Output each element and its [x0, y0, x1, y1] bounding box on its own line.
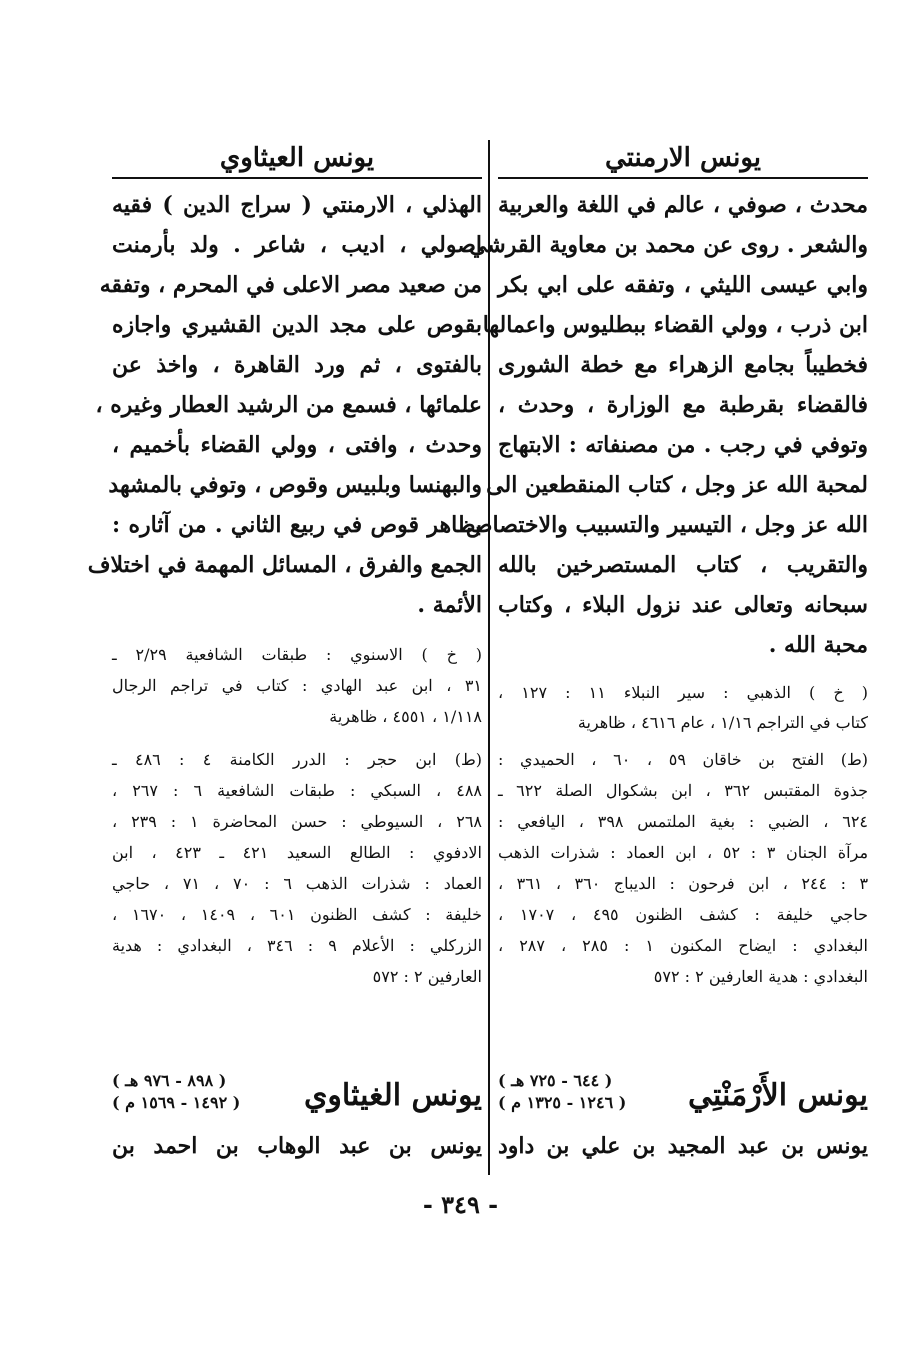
- reference-line: جذوة المقتبس ٣٦٢ ، ابن بشكوال الصلة ٦٢٢ ـ: [498, 781, 868, 800]
- entry-lineage: يونس بن عبد المجيد بن علي بن داود: [498, 1133, 868, 1159]
- entry-dates-hijri: ( ٦٤٤ - ٧٢٥ هـ ): [498, 1071, 613, 1090]
- reference-line: كتاب في التراجم ١/١٦ ، عام ٤٦١٦ ، ظاهرية: [577, 713, 868, 732]
- body-line: علمائها ، فسمع من الرشيد العطار وغيره ،: [95, 392, 482, 418]
- reference-line: البغدادي : ايضاح المكنون ١ : ٢٨٥ ، ٢٨٧ ،: [498, 936, 869, 955]
- reference-line: (ط) الفتح بن خاقان ٥٩ ، ٦٠ ، الحميدي :: [498, 750, 868, 769]
- reference-line: ١/١١٨ ، ٤٥٥١ ، ظاهرية: [329, 707, 482, 726]
- entry-lineage: يونس بن عبد الوهاب بن احمد بن: [112, 1133, 482, 1159]
- next-entry-header: [112, 1070, 482, 1122]
- reference-line: ٣ : ٢٤٤ ، ابن فرحون : الديباج ٣٦٠ ، ٣٦١ ،: [498, 874, 869, 893]
- body-line: بظاهر قوص في ربيع الثاني . من آثاره :: [112, 512, 482, 538]
- reference-line: العماد : شذرات الذهب ٦ : ٧٠ ، ٧١ ، حاجي: [112, 874, 483, 893]
- reference-line: الادفوي : الطالع السعيد ٤٢١ ـ ٤٢٣ ، ابن: [112, 843, 482, 862]
- body-line: محدث ، صوفي ، عالم في اللغة والعربية: [498, 192, 868, 218]
- reference-line: ( خ ) الذهبي : سير النبلاء ١١ : ١٢٧ ،: [498, 683, 869, 702]
- body-line: الله عز وجل ، التيسير والتسبيب والاختصاص: [465, 512, 868, 538]
- page-number: - ٣٤٩ -: [422, 1190, 499, 1219]
- body-line: فالقضاء بقرطبة مع الوزارة ، وحدث ،: [498, 392, 868, 418]
- reference-line: خليفة : كشف الظنون ٦٠١ ، ١٤٠٩ ، ١٦٧٠ ،: [112, 905, 482, 924]
- body-line: بقوص على مجد الدين القشيري واجازه: [112, 312, 482, 338]
- reference-line: البغدادي : هدية العارفين ٢ : ٥٧٢: [653, 967, 868, 986]
- entry-dates-hijri: ( ٨٩٨ - ٩٧٦ هـ ): [112, 1071, 227, 1090]
- reference-line: ( خ ) الاسنوي : طبقات الشافعية ٢/٢٩ ـ: [112, 645, 482, 664]
- entry-dates-gregorian: ( ١٢٤٦ - ١٣٢٥ م ): [498, 1093, 627, 1112]
- left-header-rule: [112, 177, 482, 179]
- body-line: وابي عيسى الليثي ، وتفقه على ابي بكر: [498, 272, 868, 298]
- entry-dates-gregorian: ( ١٤٩٢ - ١٥٦٩ م ): [112, 1093, 241, 1112]
- right-header-rule: [498, 177, 868, 179]
- entry-dates: [498, 1070, 626, 1114]
- body-line: والتقريب ، كتاب المستصرخين بالله: [498, 552, 868, 578]
- body-line: الهذلي ، الارمنتي ( سراج الدين ) فقيه: [112, 192, 482, 218]
- body-line: وتوفي في رجب . من مصنفاته : الابتهاج: [498, 432, 868, 458]
- entry-dates: [112, 1070, 240, 1114]
- body-line: وحدث ، وافتى ، وولي القضاء بأخميم ،: [112, 432, 482, 458]
- body-line: والشعر . روى عن محمد بن معاوية القرشي: [468, 232, 868, 258]
- body-line: من صعيد مصر الاعلى في المحرم ، وتفقه: [99, 272, 482, 298]
- reference-line: حاجي خليفة : كشف الظنون ٤٩٥ ، ١٧٠٧ ،: [498, 905, 868, 924]
- reference-line: العارفين ٢ : ٥٧٢: [372, 967, 482, 986]
- reference-line: مرآة الجنان ٣ : ٥٢ ، ابن العماد : شذرات الذهب: [498, 843, 869, 862]
- body-line: ابن ذرب ، وولي القضاء ببطليوس واعمالها: [482, 312, 868, 338]
- body-line: اصولي ، اديب ، شاعر . ولد بأرمنت: [112, 232, 482, 258]
- body-line: فخطيباً بجامع الزهراء مع خطة الشورى: [498, 352, 868, 378]
- next-entry-header: [498, 1070, 868, 1122]
- body-line: الجمع والفرق ، المسائل المهمة في اختلاف: [87, 552, 482, 578]
- body-line: سبحانه وتعالى عند نزول البلاء ، وكتاب: [498, 592, 868, 618]
- reference-line: ٤٨٨ ، السبكي : طبقات الشافعية ٦ : ٢٦٧ ،: [112, 781, 483, 800]
- reference-line: الزركلي : الأعلام ٩ : ٣٤٦ ، البغدادي : هدية: [112, 936, 483, 955]
- reference-line: (ط) ابن حجر : الدرر الكامنة ٤ : ٤٨٦ ـ: [112, 750, 483, 769]
- body-line: لمحبة الله عز وجل ، كتاب المنقطعين الى: [486, 472, 868, 498]
- body-line: والبهنسا وبلبيس وقوص ، وتوفي بالمشهد: [108, 472, 482, 498]
- body-line: محبة الله .: [768, 632, 868, 658]
- entry-name: يونس الغيثاوي: [303, 1078, 482, 1113]
- reference-line: ٢٦٨ ، السيوطي : حسن المحاضرة ١ : ٢٣٩ ،: [112, 812, 483, 831]
- reference-line: ٣١ ، ابن عبد الهادي : كتاب في تراجم الرجال: [112, 676, 482, 695]
- column-divider: [488, 140, 490, 1175]
- body-line: بالفتوى ، ثم ورد القاهرة ، واخذ عن: [112, 352, 482, 378]
- right-column-header: يونس الارمنتي: [605, 143, 761, 173]
- body-line: الأئمة .: [417, 592, 482, 618]
- left-column-header: يونس العيثاوي: [219, 143, 375, 173]
- entry-name: يونس الأَرْمَنْتِي: [688, 1078, 868, 1113]
- reference-line: ٦٢٤ ، الضبي : بغية الملتمس ٣٩٨ ، اليافعي :: [498, 812, 868, 831]
